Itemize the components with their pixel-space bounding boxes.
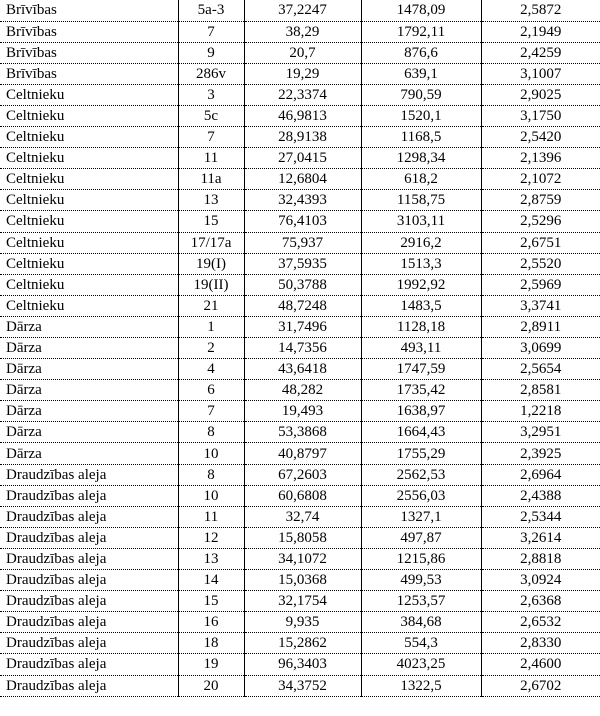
house-number-cell[interactable]: 7 <box>178 127 244 148</box>
street-cell[interactable]: Brīvības <box>0 63 178 84</box>
value-a-cell[interactable]: 38,29 <box>244 21 361 42</box>
value-b-cell[interactable]: 1638,97 <box>361 401 481 422</box>
value-a-cell[interactable]: 15,8058 <box>244 527 361 548</box>
ratio-cell[interactable]: 2,8759 <box>481 190 600 211</box>
ratio-cell[interactable]: 2,8330 <box>481 633 600 654</box>
value-a-cell[interactable]: 22,3374 <box>244 84 361 105</box>
ratio-cell[interactable]: 2,5969 <box>481 274 600 295</box>
table-row <box>0 654 600 675</box>
ratio-cell[interactable]: 3,1750 <box>481 105 600 126</box>
table-row <box>0 570 600 591</box>
house-number-cell[interactable]: 16 <box>178 612 244 633</box>
street-cell[interactable]: Draudzības aleja <box>0 506 178 527</box>
table-row <box>0 42 600 63</box>
ratio-cell[interactable]: 3,1007 <box>481 63 600 84</box>
house-number-cell[interactable]: 15 <box>178 591 244 612</box>
table-row <box>0 295 600 316</box>
table-row <box>0 464 600 485</box>
table-row <box>0 338 600 359</box>
street-cell[interactable]: Draudzības aleja <box>0 612 178 633</box>
house-number-cell[interactable]: 11 <box>178 506 244 527</box>
value-b-cell[interactable]: 1158,75 <box>361 190 481 211</box>
street-cell[interactable]: Celtnieku <box>0 253 178 274</box>
house-number-cell[interactable]: 7 <box>178 401 244 422</box>
value-a-cell[interactable]: 32,74 <box>244 506 361 527</box>
ratio-cell[interactable]: 2,6702 <box>481 675 600 696</box>
value-b-cell[interactable]: 497,87 <box>361 527 481 548</box>
street-cell[interactable]: Dārza <box>0 316 178 337</box>
value-b-cell[interactable]: 1478,09 <box>361 0 481 21</box>
value-b-cell[interactable]: 1513,3 <box>361 253 481 274</box>
table-row <box>0 422 600 443</box>
street-cell[interactable]: Celtnieku <box>0 211 178 232</box>
table-row <box>0 105 600 126</box>
value-a-cell[interactable]: 37,5935 <box>244 253 361 274</box>
street-cell[interactable]: Draudzības aleja <box>0 654 178 675</box>
house-number-cell[interactable]: 11a <box>178 169 244 190</box>
table-row <box>0 21 600 42</box>
street-cell[interactable]: Draudzības aleja <box>0 464 178 485</box>
street-cell[interactable]: Brīvības <box>0 0 178 21</box>
ratio-cell[interactable]: 3,2614 <box>481 527 600 548</box>
house-number-cell[interactable]: 12 <box>178 527 244 548</box>
value-b-cell[interactable]: 1520,1 <box>361 105 481 126</box>
value-a-cell[interactable]: 76,4103 <box>244 211 361 232</box>
table-row <box>0 84 600 105</box>
value-a-cell[interactable]: 32,1754 <box>244 591 361 612</box>
value-b-cell[interactable]: 1992,92 <box>361 274 481 295</box>
ratio-cell[interactable]: 2,5296 <box>481 211 600 232</box>
street-cell[interactable]: Brīvības <box>0 42 178 63</box>
value-a-cell[interactable]: 67,2603 <box>244 464 361 485</box>
value-a-cell[interactable]: 43,6418 <box>244 359 361 380</box>
table-row <box>0 169 600 190</box>
house-number-cell[interactable]: 7 <box>178 21 244 42</box>
value-a-cell[interactable]: 34,3752 <box>244 675 361 696</box>
ratio-cell[interactable]: 2,6964 <box>481 464 600 485</box>
ratio-cell[interactable]: 2,5872 <box>481 0 600 21</box>
ratio-cell[interactable]: 2,6751 <box>481 232 600 253</box>
house-number-cell[interactable]: 3 <box>178 84 244 105</box>
value-b-cell[interactable]: 1168,5 <box>361 127 481 148</box>
street-cell[interactable]: Celtnieku <box>0 232 178 253</box>
ratio-cell[interactable]: 2,6368 <box>481 591 600 612</box>
value-a-cell[interactable]: 37,2247 <box>244 0 361 21</box>
value-b-cell[interactable]: 2556,03 <box>361 485 481 506</box>
table-row <box>0 380 600 401</box>
house-number-cell[interactable]: 19 <box>178 654 244 675</box>
table-row <box>0 527 600 548</box>
value-a-cell[interactable]: 96,3403 <box>244 654 361 675</box>
value-a-cell[interactable]: 50,3788 <box>244 274 361 295</box>
house-number-cell[interactable]: 18 <box>178 633 244 654</box>
table-row <box>0 591 600 612</box>
house-number-cell[interactable]: 6 <box>178 380 244 401</box>
house-number-cell[interactable]: 20 <box>178 675 244 696</box>
value-b-cell[interactable]: 790,59 <box>361 84 481 105</box>
street-cell[interactable]: Celtnieku <box>0 295 178 316</box>
street-cell[interactable]: Draudzības aleja <box>0 485 178 506</box>
value-a-cell[interactable]: 9,935 <box>244 612 361 633</box>
value-a-cell[interactable]: 60,6808 <box>244 485 361 506</box>
house-number-cell[interactable]: 14 <box>178 570 244 591</box>
table-row <box>0 253 600 274</box>
street-cell[interactable]: Celtnieku <box>0 84 178 105</box>
value-a-cell[interactable]: 28,9138 <box>244 127 361 148</box>
ratio-cell[interactable]: 2,4259 <box>481 42 600 63</box>
street-cell[interactable]: Draudzības aleja <box>0 570 178 591</box>
ratio-cell[interactable]: 2,8818 <box>481 548 600 569</box>
value-b-cell[interactable]: 554,3 <box>361 633 481 654</box>
table-row <box>0 211 600 232</box>
ratio-cell[interactable]: 3,0699 <box>481 338 600 359</box>
house-number-cell[interactable]: 10 <box>178 443 244 464</box>
ratio-cell[interactable]: 2,8581 <box>481 380 600 401</box>
house-number-cell[interactable]: 286v <box>178 63 244 84</box>
street-cell[interactable]: Dārza <box>0 401 178 422</box>
street-cell[interactable]: Celtnieku <box>0 127 178 148</box>
house-number-cell[interactable]: 2 <box>178 338 244 359</box>
house-number-cell[interactable]: 10 <box>178 485 244 506</box>
value-b-cell[interactable]: 1327,1 <box>361 506 481 527</box>
house-number-cell[interactable]: 4 <box>178 359 244 380</box>
ratio-cell[interactable]: 2,1949 <box>481 21 600 42</box>
value-b-cell[interactable]: 1322,5 <box>361 675 481 696</box>
value-b-cell[interactable]: 1747,59 <box>361 359 481 380</box>
value-b-cell[interactable]: 1215,86 <box>361 548 481 569</box>
table-row <box>0 148 600 169</box>
street-cell[interactable]: Draudzības aleja <box>0 633 178 654</box>
table-row <box>0 127 600 148</box>
value-a-cell[interactable]: 20,7 <box>244 42 361 63</box>
value-a-cell[interactable]: 14,7356 <box>244 338 361 359</box>
value-b-cell[interactable]: 1128,18 <box>361 316 481 337</box>
table-row <box>0 274 600 295</box>
ratio-cell[interactable]: 3,3741 <box>481 295 600 316</box>
value-b-cell[interactable]: 493,11 <box>361 338 481 359</box>
house-number-cell[interactable]: 5a-3 <box>178 0 244 21</box>
street-cell[interactable]: Dārza <box>0 443 178 464</box>
value-b-cell[interactable]: 1664,43 <box>361 422 481 443</box>
ratio-cell[interactable]: 2,1072 <box>481 169 600 190</box>
house-number-cell[interactable]: 1 <box>178 316 244 337</box>
street-cell[interactable]: Draudzības aleja <box>0 675 178 696</box>
street-cell[interactable]: Celtnieku <box>0 105 178 126</box>
value-b-cell[interactable]: 639,1 <box>361 63 481 84</box>
value-b-cell[interactable]: 1735,42 <box>361 380 481 401</box>
table-row <box>0 506 600 527</box>
street-cell[interactable]: Celtnieku <box>0 148 178 169</box>
house-number-cell[interactable]: 19(I) <box>178 253 244 274</box>
house-number-cell[interactable]: 11 <box>178 148 244 169</box>
value-b-cell[interactable]: 2562,53 <box>361 464 481 485</box>
value-b-cell[interactable]: 1755,29 <box>361 443 481 464</box>
value-a-cell[interactable]: 15,0368 <box>244 570 361 591</box>
street-cell[interactable]: Brīvības <box>0 21 178 42</box>
value-a-cell[interactable]: 48,282 <box>244 380 361 401</box>
table-row <box>0 485 600 506</box>
value-a-cell[interactable]: 15,2862 <box>244 633 361 654</box>
street-cell[interactable]: Celtnieku <box>0 190 178 211</box>
table-row <box>0 633 600 654</box>
table-row <box>0 0 600 21</box>
table-row <box>0 359 600 380</box>
house-number-cell[interactable]: 21 <box>178 295 244 316</box>
value-b-cell[interactable]: 2916,2 <box>361 232 481 253</box>
street-cell[interactable]: Draudzības aleja <box>0 527 178 548</box>
value-b-cell[interactable]: 1298,34 <box>361 148 481 169</box>
house-number-cell[interactable]: 17/17a <box>178 232 244 253</box>
table-row <box>0 675 600 696</box>
value-b-cell[interactable]: 1253,57 <box>361 591 481 612</box>
value-b-cell[interactable]: 499,53 <box>361 570 481 591</box>
ratio-cell[interactable]: 3,0924 <box>481 570 600 591</box>
table-row <box>0 232 600 253</box>
street-cell[interactable]: Draudzības aleja <box>0 591 178 612</box>
value-b-cell[interactable]: 876,6 <box>361 42 481 63</box>
ratio-cell[interactable]: 2,4388 <box>481 485 600 506</box>
ratio-cell[interactable]: 2,6532 <box>481 612 600 633</box>
value-a-cell[interactable]: 31,7496 <box>244 316 361 337</box>
ratio-cell[interactable]: 2,5420 <box>481 127 600 148</box>
ratio-cell[interactable]: 2,5520 <box>481 253 600 274</box>
street-cell[interactable]: Dārza <box>0 359 178 380</box>
value-a-cell[interactable]: 75,937 <box>244 232 361 253</box>
house-number-cell[interactable]: 8 <box>178 464 244 485</box>
ratio-cell[interactable]: 3,2951 <box>481 422 600 443</box>
value-b-cell[interactable]: 384,68 <box>361 612 481 633</box>
value-b-cell[interactable]: 1792,11 <box>361 21 481 42</box>
table-row <box>0 443 600 464</box>
table-row <box>0 63 600 84</box>
value-b-cell[interactable]: 3103,11 <box>361 211 481 232</box>
table-row <box>0 316 600 337</box>
value-a-cell[interactable]: 46,9813 <box>244 105 361 126</box>
table-row <box>0 190 600 211</box>
ratio-cell[interactable]: 2,5654 <box>481 359 600 380</box>
table-row <box>0 612 600 633</box>
house-number-cell[interactable]: 19(II) <box>178 274 244 295</box>
ratio-cell[interactable]: 2,8911 <box>481 316 600 337</box>
street-cell[interactable]: Draudzības aleja <box>0 548 178 569</box>
house-number-cell[interactable]: 13 <box>178 190 244 211</box>
value-b-cell[interactable]: 1483,5 <box>361 295 481 316</box>
value-a-cell[interactable]: 19,493 <box>244 401 361 422</box>
street-cell[interactable]: Dārza <box>0 422 178 443</box>
value-a-cell[interactable]: 53,3868 <box>244 422 361 443</box>
value-a-cell[interactable]: 40,8797 <box>244 443 361 464</box>
value-a-cell[interactable]: 48,7248 <box>244 295 361 316</box>
house-number-cell[interactable]: 13 <box>178 548 244 569</box>
table-row <box>0 401 600 422</box>
ratio-cell[interactable]: 2,5344 <box>481 506 600 527</box>
street-cell[interactable]: Celtnieku <box>0 169 178 190</box>
house-number-cell[interactable]: 8 <box>178 422 244 443</box>
house-number-cell[interactable]: 5c <box>178 105 244 126</box>
house-number-cell[interactable]: 15 <box>178 211 244 232</box>
value-b-cell[interactable]: 618,2 <box>361 169 481 190</box>
value-a-cell[interactable]: 12,6804 <box>244 169 361 190</box>
ratio-cell[interactable]: 2,1396 <box>481 148 600 169</box>
ratio-cell[interactable]: 2,4600 <box>481 654 600 675</box>
ratio-cell[interactable]: 2,9025 <box>481 84 600 105</box>
street-cell[interactable]: Dārza <box>0 380 178 401</box>
value-a-cell[interactable]: 19,29 <box>244 63 361 84</box>
street-cell[interactable]: Celtnieku <box>0 274 178 295</box>
ratio-cell[interactable]: 2,3925 <box>481 443 600 464</box>
house-number-cell[interactable]: 9 <box>178 42 244 63</box>
table-row <box>0 548 600 569</box>
value-a-cell[interactable]: 34,1072 <box>244 548 361 569</box>
ratio-cell[interactable]: 1,2218 <box>481 401 600 422</box>
value-a-cell[interactable]: 32,4393 <box>244 190 361 211</box>
street-cell[interactable]: Dārza <box>0 338 178 359</box>
value-b-cell[interactable]: 4023,25 <box>361 654 481 675</box>
value-a-cell[interactable]: 27,0415 <box>244 148 361 169</box>
